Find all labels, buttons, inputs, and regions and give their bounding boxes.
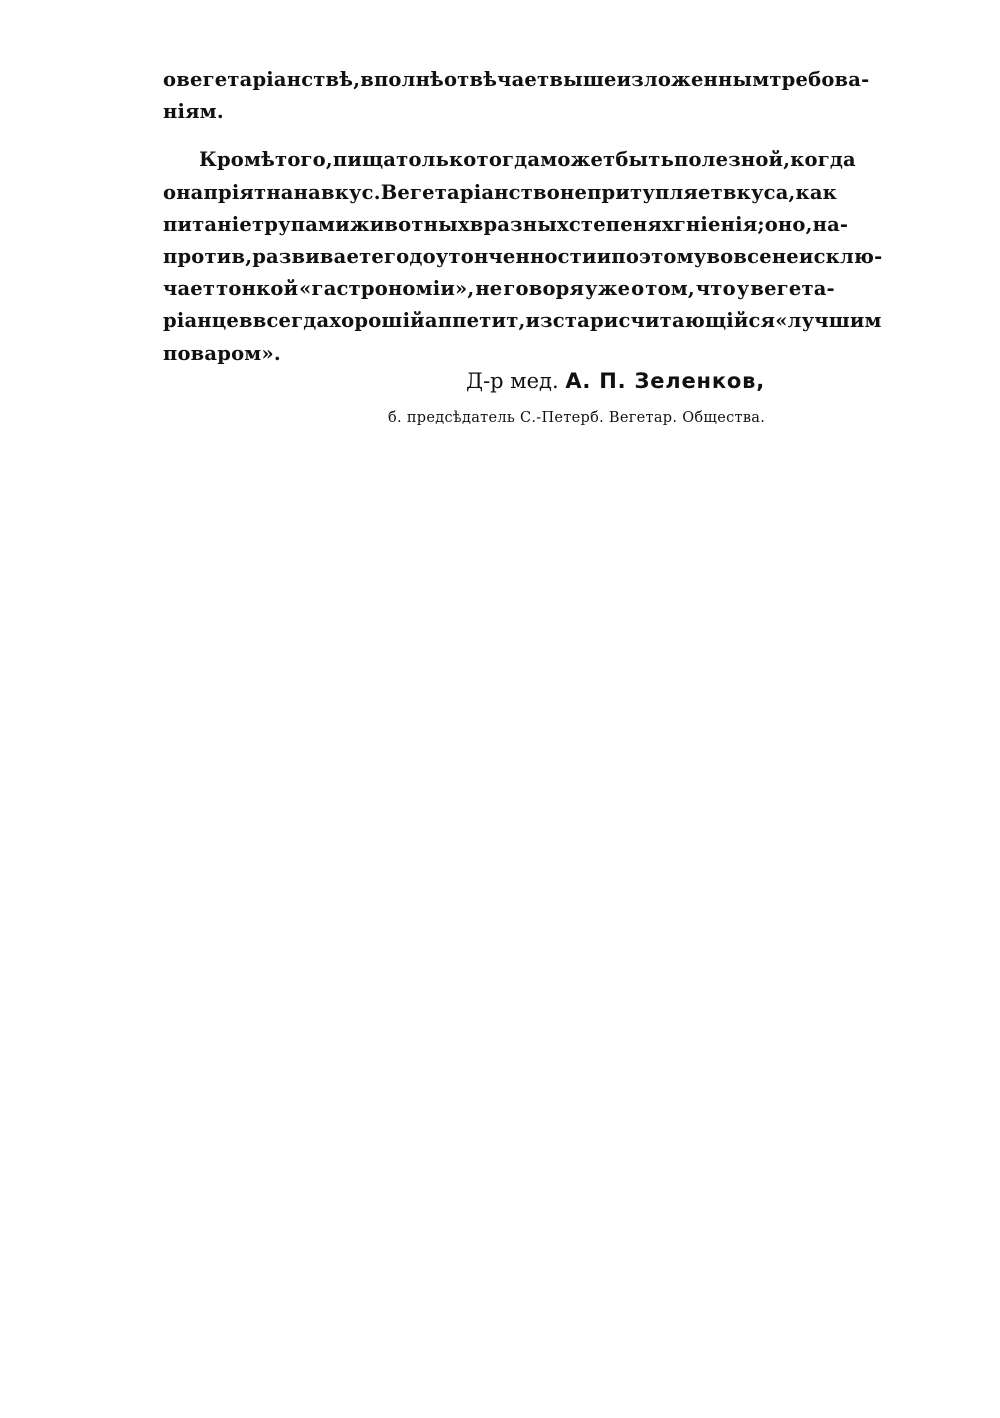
word: вышеизложенным: [549, 68, 770, 91]
word: быть: [615, 148, 674, 172]
word: на: [293, 180, 321, 204]
word: как: [795, 180, 837, 204]
text-line: ніям.: [163, 100, 224, 124]
word: утонченности: [435, 244, 597, 268]
word: говоря: [503, 277, 585, 301]
word: Вегетаріанство: [380, 180, 560, 204]
author-position: б. предсѣдатель С.-Петерб. Вегетар. Общества.: [388, 410, 766, 426]
text-line: [163, 241, 883, 273]
word: развивает: [252, 244, 372, 268]
paragraph-1: [163, 64, 870, 128]
word: не: [771, 244, 799, 268]
word: того,: [275, 148, 333, 172]
author-name: А. П. Зеленков,: [565, 369, 765, 393]
author-signature: [466, 367, 765, 395]
word: чает: [163, 277, 216, 301]
word: вкус.: [320, 180, 381, 204]
word: отвѣчает: [443, 68, 550, 91]
text-line: [163, 209, 849, 241]
word: Кромѣ: [199, 148, 276, 172]
word: пища: [332, 148, 397, 172]
word: разных: [483, 212, 569, 236]
text-line: [163, 305, 882, 337]
word: аппетит,: [424, 309, 526, 333]
word: не: [475, 277, 503, 301]
word: не: [559, 180, 588, 204]
word: гніенія;: [673, 212, 765, 236]
text-line: поваром».: [163, 341, 281, 365]
text-line: [163, 177, 835, 209]
word: вовсе: [706, 244, 772, 268]
text-line: [163, 144, 856, 176]
word: требова-: [769, 68, 870, 91]
word: «гастрономіи»,: [299, 277, 475, 301]
word: уже: [585, 277, 631, 301]
word: животных: [349, 212, 470, 236]
word: она: [163, 180, 204, 204]
word: о: [163, 68, 177, 91]
author-title: Д-р мед.: [466, 369, 559, 393]
word: вегетаріанствѣ,: [176, 68, 361, 91]
word: когда: [790, 148, 856, 172]
word: что: [695, 277, 736, 301]
word: вегета-: [750, 277, 835, 301]
paragraph-2: [163, 144, 883, 369]
word: хорошій: [329, 309, 425, 333]
word: может: [540, 148, 616, 172]
word: тогда: [476, 148, 541, 172]
word: поэтому: [611, 244, 707, 268]
word: против,: [163, 244, 253, 268]
word: считающійся: [618, 309, 776, 333]
word: до: [409, 244, 436, 268]
word: исклю-: [798, 244, 883, 268]
word: оно,: [764, 212, 813, 236]
word: пріятна: [203, 180, 294, 204]
word: том,: [645, 277, 695, 301]
word: «лучшим: [775, 309, 882, 333]
word: и: [596, 244, 612, 268]
word: ріанцев: [163, 309, 253, 333]
word: его: [371, 244, 410, 268]
text-line: [163, 273, 835, 305]
body-text: [163, 64, 883, 370]
word: степенях: [568, 212, 674, 236]
word: изстари: [525, 309, 619, 333]
word: притупляет: [587, 180, 723, 204]
word: только: [396, 148, 477, 172]
word: на-: [812, 212, 849, 236]
word: вполнѣ: [360, 68, 444, 91]
word: в: [469, 212, 484, 236]
word: у: [736, 277, 750, 301]
text-line: [163, 64, 870, 96]
word: всегда: [252, 309, 330, 333]
word: питаніе: [163, 212, 252, 236]
word: о: [631, 277, 645, 301]
word: полезной,: [674, 148, 791, 172]
word: тонкой: [216, 277, 299, 301]
word: вкуса,: [722, 180, 796, 204]
word: трупами: [251, 212, 350, 236]
